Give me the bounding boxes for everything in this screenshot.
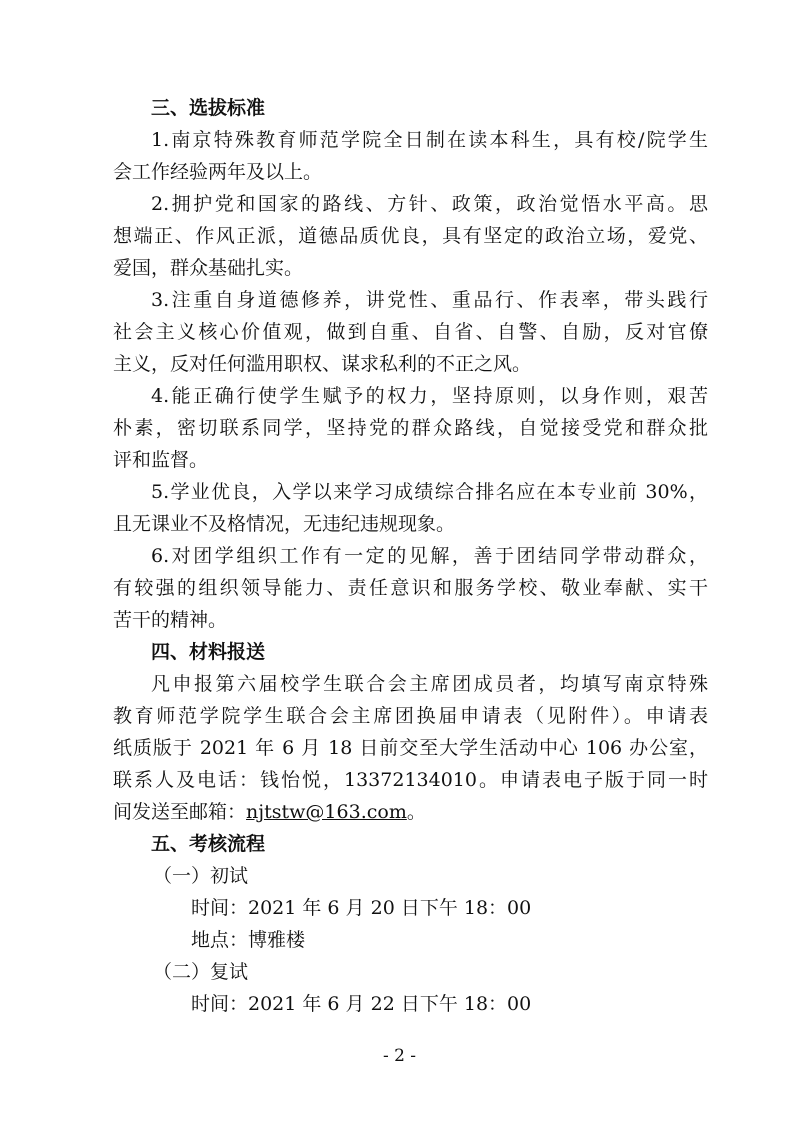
criteria-item-2 bbox=[113, 188, 708, 284]
section-heading-assessment-process: 五、考核流程 bbox=[151, 833, 266, 855]
paragraph-line: 有较强的组织领导能力、责任意识和服务学校、敬业奉献、实干 bbox=[113, 577, 708, 599]
paragraph-line: 1.南京特殊教育师范学院全日制在读本科生，具有校/院学生 bbox=[151, 129, 708, 151]
paragraph-line: 且无课业不及格情况，无违纪违规现象。 bbox=[113, 513, 456, 535]
paragraph-line: 凡申报第六届校学生联合会主席团成员者，均填写南京特殊 bbox=[151, 673, 708, 695]
paragraph-line: 评和监督。 bbox=[113, 449, 209, 471]
paragraph-line bbox=[113, 796, 708, 828]
paragraph-line: 2.拥护党和国家的路线、方针、政策，政治觉悟水平高。思 bbox=[151, 193, 708, 215]
paragraph-line: 联系人及电话：钱怡悦，13372134010。申请表电子版于同一时 bbox=[113, 769, 708, 791]
round-place: 地点：博雅楼 bbox=[191, 929, 306, 951]
round-title: （二）复试 bbox=[153, 961, 249, 983]
paragraph-line: 爱国，群众基础扎实。 bbox=[113, 257, 304, 279]
paragraph-line: 社会主义核心价值观，做到自重、自省、自警、自励，反对官僚 bbox=[113, 321, 708, 343]
paragraph-line: 5.学业优良，入学以来学习成绩综合排名应在本专业前 30%， bbox=[151, 481, 708, 503]
paragraph-line: 想端正、作风正派，道德品质优良，具有坚定的政治立场，爱党、 bbox=[113, 225, 708, 247]
paragraph-line: 纸质版于 2021 年 6 月 18 日前交至大学生活动中心 106 办公室， bbox=[113, 737, 708, 759]
section-heading-selection-criteria: 三、选拔标准 bbox=[151, 97, 266, 119]
paragraph-line: 朴素，密切联系同学，坚持党的群众路线，自觉接受党和群众批 bbox=[113, 417, 708, 439]
submission-paragraph bbox=[113, 668, 708, 828]
assessment-round-1 bbox=[113, 860, 708, 956]
paragraph-line: 4.能正确行使学生赋予的权力，坚持原则，以身作则，艰苦 bbox=[151, 385, 708, 407]
paragraph-line: 6.对团学组织工作有一定的见解，善于团结同学带动群众， bbox=[151, 545, 708, 567]
criteria-item-3 bbox=[113, 284, 708, 380]
criteria-item-5 bbox=[113, 476, 708, 540]
paragraph-line: 教育师范学院学生联合会主席团换届申请表（见附件）。申请表 bbox=[113, 705, 708, 727]
criteria-item-4 bbox=[113, 380, 708, 476]
email-prefix: 间发送至邮箱： bbox=[113, 801, 247, 823]
paragraph-line: 3.注重自身道德修养，讲党性、重品行、作表率，带头践行 bbox=[151, 289, 708, 311]
assessment-round-2 bbox=[113, 956, 708, 1020]
email-link[interactable]: njtstw@163.com bbox=[246, 801, 407, 823]
criteria-item-1 bbox=[113, 124, 708, 188]
paragraph-line: 苦干的精神。 bbox=[113, 609, 228, 631]
round-time: 时间：2021 年 6 月 22 日下午 18：00 bbox=[191, 993, 532, 1015]
criteria-item-6 bbox=[113, 540, 708, 636]
section-heading-material-submission: 四、材料报送 bbox=[151, 641, 266, 663]
page-number: - 2 - bbox=[382, 1046, 417, 1066]
round-time: 时间：2021 年 6 月 20 日下午 18：00 bbox=[191, 897, 532, 919]
paragraph-line: 主义，反对任何滥用职权、谋求私利的不正之风。 bbox=[113, 353, 532, 375]
round-title: （一）初试 bbox=[153, 865, 249, 887]
document-body bbox=[113, 92, 708, 1020]
email-suffix: 。 bbox=[406, 801, 426, 823]
paragraph-line: 会工作经验两年及以上。 bbox=[113, 161, 323, 183]
